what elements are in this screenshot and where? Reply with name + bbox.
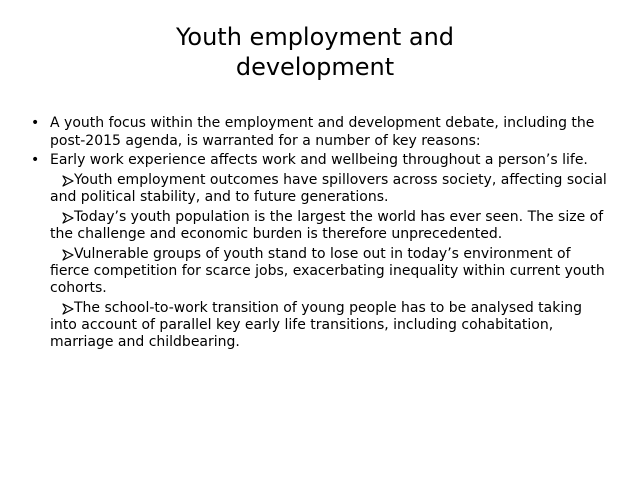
arrow-bullet-icon [62,212,74,224]
bullet-text: A youth focus within the employment and development debate, including the post-2015 agenda, is warranted for a number of key reasons: [50,115,595,149]
bullet-dot-icon: • [31,115,40,131]
arrow-bullet-icon [62,303,74,315]
bullet-item [30,152,610,170]
slide-title: Youth employment and development [175,23,455,81]
bullet-text: Early work experience affects work and wellbeing throughout a person’s life. [50,152,588,168]
slide-body [30,115,610,354]
sub-bullet-text: Vulnerable groups of youth stand to lose out in today’s environment of fierce competition for scarce jobs, exacerbating inequality within current youth cohorts. [50,245,605,296]
arrow-bullet-icon [62,175,74,187]
bullet-item [30,115,610,150]
sub-bullet-item [30,246,610,297]
sub-bullet-item [30,300,610,351]
sub-bullet-text: Youth employment outcomes have spillovers across society, affecting social and political stability, and to future generations. [50,171,607,205]
sub-bullet-item [30,209,610,243]
sub-bullet-text: Today’s youth population is the largest the world has ever seen. The size of the challenge and economic burden is therefore unprecedented. [50,208,604,242]
sub-bullet-item [30,172,610,206]
sub-bullet-text: The school-to-work transition of young people has to be analysed taking into account of parallel key early life transitions, including cohabitation, marriage and childbearing. [50,299,582,350]
bullet-dot-icon: • [31,152,40,168]
arrow-bullet-icon [62,249,74,261]
